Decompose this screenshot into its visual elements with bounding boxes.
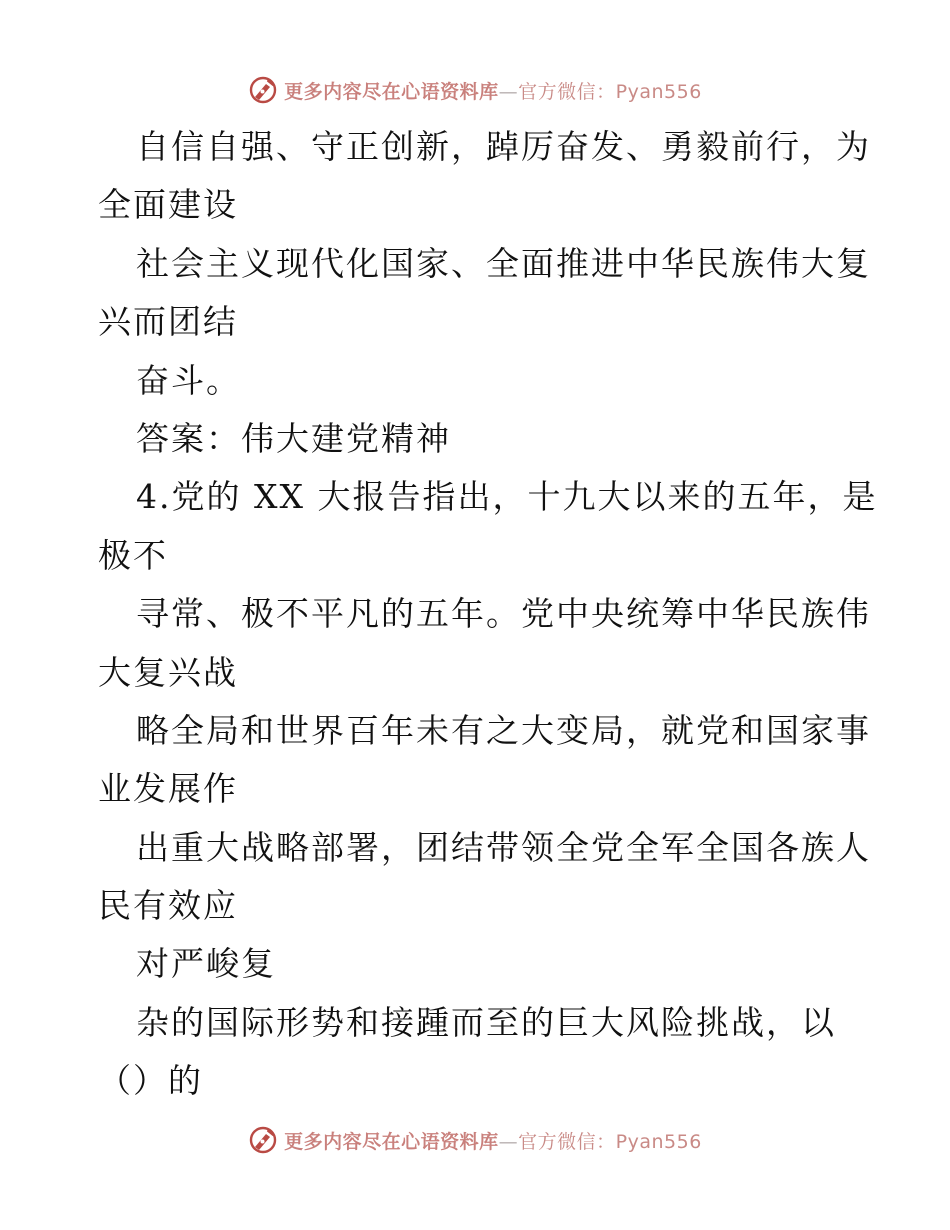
question-line: 4.党的 XX 大报告指出，十九大以来的五年，是 xyxy=(136,477,878,517)
answer-line: 答案：伟大建党精神 xyxy=(136,418,451,458)
blank-option-line: （）的 xyxy=(98,1061,203,1101)
text-line: 业发展作 xyxy=(98,769,238,809)
pen-nib-logo-icon xyxy=(248,1125,278,1155)
watermark-main-text: 更多内容尽在心语资料库 xyxy=(284,80,499,103)
header-watermark-banner xyxy=(0,72,950,108)
document-body xyxy=(98,118,878,1111)
text-line: 对严峻复 xyxy=(136,944,276,984)
text-line: 民有效应 xyxy=(98,886,238,926)
watermark-contact-text: 官方微信：Pyan556 xyxy=(518,1130,702,1153)
text-line: 兴而团结 xyxy=(98,302,238,342)
text-line: 寻常、极不平凡的五年。党中央统筹中华民族伟 xyxy=(136,594,871,634)
text-line: 社会主义现代化国家、全面推进中华民族伟大复 xyxy=(136,243,871,283)
text-line: 极不 xyxy=(98,535,168,575)
footer-watermark-banner xyxy=(0,1122,950,1158)
text-line: 略全局和世界百年未有之大变局，就党和国家事 xyxy=(136,710,871,750)
text-line: 自信自强、守正创新，踔厉奋发、勇毅前行，为 xyxy=(136,127,871,166)
watermark-contact-text: 官方微信：Pyan556 xyxy=(518,80,702,103)
text-line: 杂的国际形势和接踵而至的巨大风险挑战，以 xyxy=(136,1002,836,1042)
watermark-dash: — xyxy=(498,1130,519,1153)
footer-watermark-text xyxy=(284,1127,702,1154)
text-line: 全面建设 xyxy=(98,185,238,225)
text-line: 出重大战略部署，团结带领全党全军全国各族人 xyxy=(136,827,871,867)
pen-nib-logo-icon xyxy=(248,75,278,105)
text-line: 大复兴战 xyxy=(98,652,238,692)
watermark-main-text: 更多内容尽在心语资料库 xyxy=(284,1130,499,1153)
watermark-dash: — xyxy=(498,80,519,103)
text-line: 奋斗。 xyxy=(136,360,241,400)
header-watermark-text xyxy=(284,77,702,104)
